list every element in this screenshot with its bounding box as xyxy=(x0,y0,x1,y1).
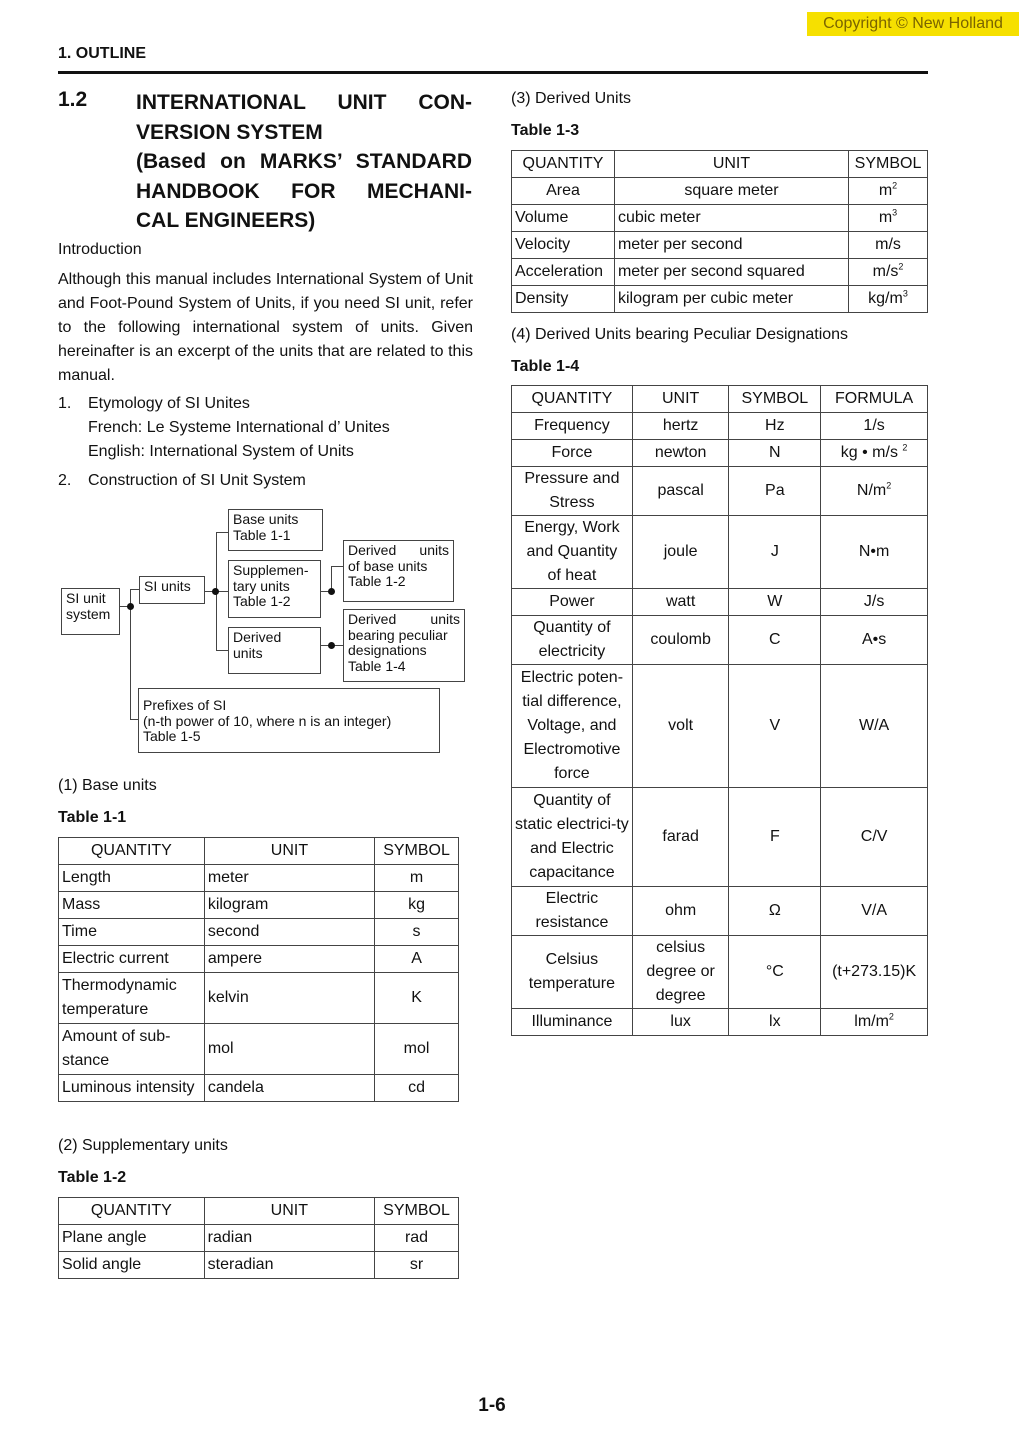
table-row xyxy=(512,887,928,936)
table-derived-units xyxy=(511,150,928,313)
table-cell: Celsius temperature xyxy=(512,936,633,1009)
table-cell: Table 1-5 xyxy=(143,728,201,744)
table-peculiar-derived-units xyxy=(511,385,928,1036)
table-cell: $m^3$ xyxy=(849,205,928,232)
table-row xyxy=(512,205,928,232)
table-cell: kg • m/s $^2$ xyxy=(821,440,928,467)
table-cell: Illuminance xyxy=(512,1009,633,1036)
table-row xyxy=(512,178,928,205)
table-cell: designations xyxy=(348,642,427,658)
table-cell: V xyxy=(729,665,821,788)
table-cell: Supplemen- xyxy=(233,562,309,578)
column-header: UNIT xyxy=(614,151,848,178)
table-cell: Table 1-4 xyxy=(348,657,406,674)
section-label: (2) Supplementary units xyxy=(58,1137,228,1154)
derived-base-units-box xyxy=(343,540,454,602)
table-cell: mol xyxy=(375,1024,459,1075)
table-row xyxy=(512,616,928,665)
column-header: UNIT xyxy=(204,1198,374,1225)
table-cell: coulomb xyxy=(632,616,729,665)
table-cell: hertz xyxy=(632,413,729,440)
table-cell: celsius degree or degree xyxy=(632,936,729,1009)
table-cell: square meter xyxy=(614,178,848,205)
heading-number: 1.2 xyxy=(58,88,88,111)
item-number: 2. xyxy=(58,472,72,489)
table-cell: of base units xyxy=(348,557,428,574)
table-cell: Ω xyxy=(729,887,821,936)
heading-line: CAL ENGINEERS) xyxy=(136,209,316,232)
connector xyxy=(130,589,139,590)
table-cell: Time xyxy=(59,919,205,946)
column-header: SYMBOL xyxy=(849,151,928,178)
table-cell: m/s xyxy=(849,232,928,259)
table-cell: newton xyxy=(632,440,729,467)
supplementary-units-box xyxy=(228,560,321,618)
section-label: (3) Derived Units xyxy=(511,90,632,107)
connector xyxy=(130,606,131,720)
table-cell: kilogram per cubic meter xyxy=(614,286,848,313)
table-cell: mol xyxy=(204,1024,374,1075)
connector xyxy=(130,719,138,720)
item-title: Construction of SI Unit System xyxy=(88,472,306,489)
table-cell: Derived xyxy=(233,629,282,645)
si-units-box: SI units xyxy=(139,576,205,604)
table-row xyxy=(59,865,459,892)
table-cell: meter per second xyxy=(614,232,848,259)
table-row xyxy=(59,1252,459,1279)
intro-paragraph: Although this manual includes International System of Unit and Foot-Pound System of Units, if you need SI unit, refer to the following international system of units. Given hereinafter is an excerpt of the units that are related to this manual. xyxy=(58,271,473,384)
table-row xyxy=(512,589,928,616)
table-row xyxy=(512,259,928,286)
table-cell: Solid angle xyxy=(59,1252,205,1279)
table-cell: $m^2$ xyxy=(849,178,928,205)
table-cell: C xyxy=(729,616,821,665)
connector xyxy=(331,566,343,567)
table-cell: Derived units xyxy=(348,611,460,627)
table-caption: Table 1-4 xyxy=(511,358,580,375)
page-number: 1-6 xyxy=(478,1395,506,1416)
table-row xyxy=(59,919,459,946)
item-french: French: Le Systeme International d’ Unites xyxy=(88,419,390,436)
table-cell: joule xyxy=(632,516,729,589)
column-header: QUANTITY xyxy=(59,838,205,865)
table-cell: Frequency xyxy=(512,413,633,440)
table-row xyxy=(512,788,928,887)
column-header: QUANTITY xyxy=(512,386,633,413)
column-header: UNIT xyxy=(204,838,374,865)
table-cell: sr xyxy=(375,1252,459,1279)
table-cell: Prefixes of SI xyxy=(143,697,227,713)
table-cell: candela xyxy=(204,1075,374,1102)
table-cell: F xyxy=(729,788,821,887)
item-number: 1. xyxy=(58,395,72,412)
column-header: SYMBOL xyxy=(375,1198,459,1225)
table-cell: cd xyxy=(375,1075,459,1102)
table-row xyxy=(512,1009,928,1036)
table-cell: (n-th power of 10, where n is an integer) xyxy=(143,712,392,729)
table-cell: W xyxy=(729,589,821,616)
junction-dot xyxy=(328,588,335,595)
table-cell: radian xyxy=(204,1225,374,1252)
table-cell: ampere xyxy=(204,946,374,973)
copyright-badge: Copyright © New Holland xyxy=(807,12,1019,36)
table-cell: Area xyxy=(512,178,615,205)
derived-peculiar-units-box xyxy=(343,609,465,682)
table-row xyxy=(512,232,928,259)
table-cell: Thermodynamic temperature xyxy=(59,973,205,1024)
table-cell: m xyxy=(375,865,459,892)
intro-label: Introduction xyxy=(58,241,142,258)
section-label: (4) Derived Units bearing Peculiar Designations xyxy=(511,326,849,343)
table-row xyxy=(59,946,459,973)
table-row xyxy=(512,413,928,440)
column-header: QUANTITY xyxy=(512,151,615,178)
table-cell: Electric resistance xyxy=(512,887,633,936)
table-cell: Table 1-1 xyxy=(233,526,291,543)
table-cell: J xyxy=(729,516,821,589)
table-cell: Electric poten-tial difference, Voltage, and Electromotive force xyxy=(512,665,633,788)
table-cell: K xyxy=(375,973,459,1024)
table-row xyxy=(59,1024,459,1075)
table-cell: Hz xyxy=(729,413,821,440)
base-units-box xyxy=(228,509,323,551)
section-header: 1. OUTLINE xyxy=(58,45,147,62)
prefixes-box xyxy=(138,688,440,753)
table-cell: s xyxy=(375,919,459,946)
table-cell: meter per second squared xyxy=(614,259,848,286)
table-cell: V/A xyxy=(821,887,928,936)
table-caption: Table 1-2 xyxy=(58,1169,127,1186)
table-cell: units xyxy=(233,644,263,661)
table-cell: Base units xyxy=(233,511,299,527)
table-cell: rad xyxy=(375,1225,459,1252)
table-row xyxy=(512,286,928,313)
table-cell: kelvin xyxy=(204,973,374,1024)
table-base-units xyxy=(58,837,459,1102)
table-cell: kg xyxy=(375,892,459,919)
table-cell: Volume xyxy=(512,205,615,232)
table-cell: Pa xyxy=(729,467,821,516)
table-cell: Velocity xyxy=(512,232,615,259)
table-cell: Luminous intensity xyxy=(59,1075,205,1102)
table-cell: (t+273.15)K xyxy=(821,936,928,1009)
junction-dot xyxy=(127,603,134,610)
item-english: English: International System of Units xyxy=(88,443,354,460)
derived-units-box xyxy=(228,627,321,674)
table-cell: farad xyxy=(632,788,729,887)
table-cell: meter xyxy=(204,865,374,892)
table-row xyxy=(512,467,928,516)
table-cell: pascal xyxy=(632,467,729,516)
table-cell: $lm/m^2$ xyxy=(821,1009,928,1036)
heading-line: VERSION SYSTEM xyxy=(136,120,323,144)
column-header: FORMULA xyxy=(821,386,928,413)
heading-line: INTERNATIONAL UNIT CON- xyxy=(136,91,472,114)
table-caption: Table 1-3 xyxy=(511,122,580,139)
table-row xyxy=(512,516,928,589)
header-rule xyxy=(58,71,928,74)
table-cell: Quantity of static electrici-ty and Electric capacitance xyxy=(512,788,633,887)
table-row xyxy=(512,936,928,1009)
column-header: UNIT xyxy=(632,386,729,413)
column-header: SYMBOL xyxy=(729,386,821,413)
table-cell: steradian xyxy=(204,1252,374,1279)
table-cell: W/A xyxy=(821,665,928,788)
table-row xyxy=(59,892,459,919)
table-cell: Table 1-2 xyxy=(348,573,406,589)
table-cell: Amount of sub-stance xyxy=(59,1024,205,1075)
table-cell: bearing peculiar xyxy=(348,626,448,643)
column-header: SYMBOL xyxy=(375,838,459,865)
table-caption: Table 1-1 xyxy=(58,809,127,826)
table-cell: N xyxy=(729,440,821,467)
heading-title xyxy=(136,88,472,236)
table-cell: Force xyxy=(512,440,633,467)
table-cell: Plane angle xyxy=(59,1225,205,1252)
heading-line: (Based on MARKS’ STANDARD xyxy=(136,150,472,173)
table-cell: watt xyxy=(632,589,729,616)
table-cell: J/s xyxy=(821,589,928,616)
table-cell: Pressure and Stress xyxy=(512,467,633,516)
table-cell: lux xyxy=(632,1009,729,1036)
table-cell: $kg/m^3$ xyxy=(849,286,928,313)
table-cell: kilogram xyxy=(204,892,374,919)
table-cell: Length xyxy=(59,865,205,892)
table-cell: ohm xyxy=(632,887,729,936)
si-unit-system-box: SI unit system xyxy=(61,588,120,635)
table-cell: Quantity of electricity xyxy=(512,616,633,665)
table-cell: Mass xyxy=(59,892,205,919)
table-cell: C/V xyxy=(821,788,928,887)
table-cell: Density xyxy=(512,286,615,313)
table-supplementary-units xyxy=(58,1197,459,1279)
section-label: (1) Base units xyxy=(58,777,157,794)
table-cell: cubic meter xyxy=(614,205,848,232)
table-cell: Derived units xyxy=(348,542,449,558)
table-cell: $N/m^2$ xyxy=(821,467,928,516)
table-cell: A xyxy=(375,946,459,973)
table-cell: N•m xyxy=(821,516,928,589)
table-cell: Table 1-2 xyxy=(233,593,291,609)
table-cell: lx xyxy=(729,1009,821,1036)
table-row xyxy=(512,440,928,467)
table-cell: Power xyxy=(512,589,633,616)
table-cell: °C xyxy=(729,936,821,1009)
table-cell: A•s xyxy=(821,616,928,665)
table-cell: tary units xyxy=(233,577,290,594)
item-title: Etymology of SI Unites xyxy=(88,395,250,412)
table-row xyxy=(59,973,459,1024)
heading-line: HANDBOOK FOR MECHANI- xyxy=(136,179,472,203)
table-cell: $m/s^2$ xyxy=(849,259,928,286)
table-cell: second xyxy=(204,919,374,946)
table-row xyxy=(59,1225,459,1252)
table-row xyxy=(512,665,928,788)
table-cell: Acceleration xyxy=(512,259,615,286)
table-cell: Electric current xyxy=(59,946,205,973)
junction-dot xyxy=(328,642,335,649)
table-cell: Energy, Work and Quantity of heat xyxy=(512,516,633,589)
junction-dot xyxy=(212,588,219,595)
table-row xyxy=(59,1075,459,1102)
column-header: QUANTITY xyxy=(59,1198,205,1225)
table-cell: volt xyxy=(632,665,729,788)
table-cell: 1/s xyxy=(821,413,928,440)
